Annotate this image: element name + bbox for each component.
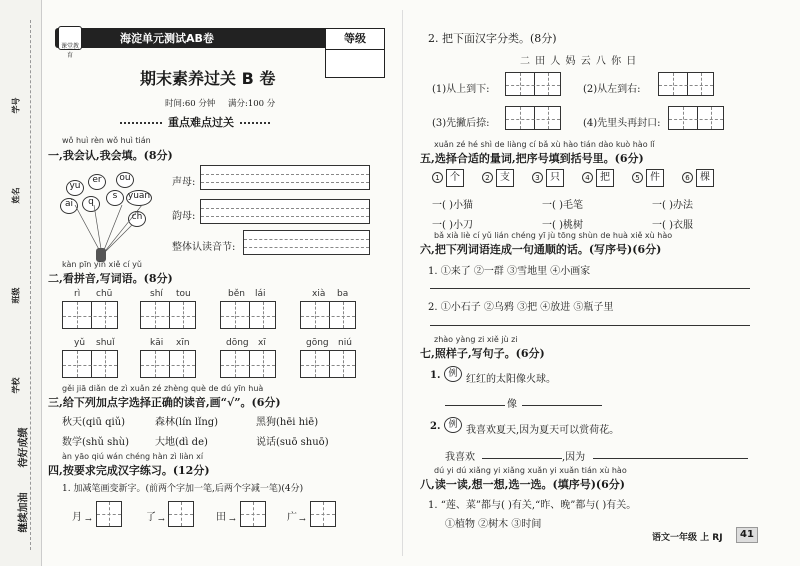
q6-answer1-line[interactable] <box>430 288 750 289</box>
q8-sub[interactable]: 1. “莲、菜”都与( )有关,“昨、晚”都与( )有关。 <box>428 500 637 511</box>
spine-label-class: 班级 <box>11 287 21 304</box>
q4-box3[interactable] <box>240 501 266 527</box>
balloon-er: er <box>88 174 106 190</box>
q2-word4-p1: xià <box>312 289 326 299</box>
q2-word4-p2: ba <box>337 289 349 299</box>
q2-word3-p2: lái <box>255 289 266 299</box>
q7-ex2-tag: 例 <box>444 417 462 433</box>
page-number: 41 <box>736 527 758 543</box>
balloon-ch: ch <box>128 211 146 227</box>
q3-pinyin: gěi jiā diǎn de zì xuǎn zé zhèng què de dú yīn huà <box>62 384 264 393</box>
spine-slogan: 待好成绩 <box>18 427 30 468</box>
balloon-yuan: yuan <box>126 190 152 206</box>
zhengti-grid[interactable] <box>243 230 370 255</box>
logo <box>58 26 82 59</box>
q7-ex1-sentence: 红红的太阳像火球。 <box>466 374 556 385</box>
q4-char3: 田 <box>216 512 226 523</box>
grade-box: 等级 <box>325 28 385 50</box>
q7-ex2-fill-a: 我喜欢 <box>445 452 475 463</box>
q5-blank2[interactable]: 一( )毛笔 <box>542 200 583 211</box>
q5r-row3-label: (3)先撇后捺: <box>432 118 490 129</box>
q7-ex1-num: 1. <box>430 370 441 381</box>
q2-word3-p1: běn <box>228 289 245 299</box>
q5r-row4-label: (4)先里头再封口: <box>583 118 661 129</box>
zhengti-label: 整体认读音节: <box>172 242 236 253</box>
q2-word2-grid[interactable] <box>140 301 196 329</box>
q5-option-5-num: 5 <box>632 172 643 183</box>
q4-arrow4: → <box>299 515 306 524</box>
q6-title: 六,把下列词语连成一句通顺的话。(写序号)(6分) <box>420 243 662 256</box>
q5r-row1-label: (1)从上到下: <box>432 84 490 95</box>
q7-ex1-fill: 像 <box>507 399 517 410</box>
q2-word5-grid[interactable] <box>62 350 118 378</box>
q5-blank1[interactable]: 一( )小猫 <box>432 200 473 211</box>
q2-word5-p1: yǔ <box>74 338 86 348</box>
q3-item3[interactable]: 黑狗(hēi hiē) <box>256 417 319 428</box>
q7-ex2-fill-b: ,因为 <box>562 452 586 463</box>
q5-option-5-char: 件 <box>646 169 664 187</box>
q5-blank4[interactable]: 一( )小刀 <box>432 220 473 231</box>
q4-char4: 广 <box>287 512 297 523</box>
score-label: 满分:100 分 <box>228 99 276 109</box>
q4-sub: 1. 加减笔画变新字。(前两个字加一笔,后两个字减一笔)(4分) <box>62 484 304 494</box>
q5r-title: 2. 把下面汉字分类。(8分) <box>428 32 557 45</box>
balloon-ai: ai <box>60 198 78 214</box>
q5r-row1-grid[interactable] <box>505 72 561 96</box>
q8-pinyin: dú yi dú xiǎng yi xiǎng xuǎn yi xuǎn tián xù hào <box>434 466 627 475</box>
q8-title: 八,读一读,想一想,选一选。(填序号)(6分) <box>420 478 625 491</box>
q7-ex2-line-a[interactable] <box>482 458 562 459</box>
q2-word2-p1: shí <box>150 289 163 299</box>
page-fold <box>402 10 403 556</box>
grade-value-box <box>325 50 385 78</box>
q4-char2: 了 <box>146 512 156 523</box>
balloon-ou: ou <box>116 172 134 188</box>
q5-option-4 <box>582 172 593 183</box>
q2-word6-p1: kāi <box>150 338 164 348</box>
q8-options: ①植物 ②树木 ③时间 <box>445 519 542 530</box>
balloon-s: s <box>106 190 124 206</box>
q2-word1-p2: chū <box>96 289 113 299</box>
q5-title: 五,选择合适的量词,把序号填到括号里。(6分) <box>420 152 644 165</box>
q5r-row2-label: (2)从左到右: <box>583 84 641 95</box>
q2-word8-p1: gōng <box>306 338 329 348</box>
q7-ex1-line-a[interactable] <box>445 405 505 406</box>
q2-word3-grid[interactable] <box>220 301 276 329</box>
yunmu-grid[interactable] <box>200 199 370 224</box>
q2-word8-p2: niú <box>338 338 352 348</box>
q5-blank6[interactable]: 一( )衣服 <box>652 220 693 231</box>
time-label: 时间:60 分钟 <box>165 99 216 109</box>
q2-word4-grid[interactable] <box>300 301 356 329</box>
q3-item2[interactable]: 森林(lín lǐng) <box>155 417 219 428</box>
q2-word6-p2: xīn <box>176 338 190 348</box>
q3-title: 三,给下列加点字选择正确的读音,画“√”。(6分) <box>48 396 281 409</box>
q5-blank5[interactable]: 一( )桃树 <box>542 220 583 231</box>
q5-option-6-char: 棵 <box>696 169 714 187</box>
q4-box1[interactable] <box>96 501 122 527</box>
q5-option-4-char: 把 <box>596 169 614 187</box>
q4-box2[interactable] <box>168 501 194 527</box>
brand-title: 海淀单元测试AB卷 <box>120 32 214 45</box>
q1-pinyin: wǒ huì rèn wǒ huì tián <box>62 136 151 145</box>
q4-title: 四,按要求完成汉字练习。(12分) <box>48 464 210 477</box>
q7-ex2-line-b[interactable] <box>593 458 748 459</box>
q2-word1-p1: rì <box>74 289 81 299</box>
q2-word7-grid[interactable] <box>220 350 276 378</box>
q5r-row2-grid[interactable] <box>658 72 714 96</box>
q5-option-6 <box>682 172 693 183</box>
q7-ex2-sentence: 我喜欢夏天,因为夏天可以赏荷花。 <box>466 425 620 436</box>
q5r-chars: 二 田 人 妈 云 八 你 日 <box>520 56 638 67</box>
q6-sentence1: 1. ①来了 ②一群 ③雪地里 ④小画家 <box>428 266 591 277</box>
q5-option-2-char: 支 <box>496 169 514 187</box>
q5-option-2-num: 2 <box>482 172 493 183</box>
q2-word1-grid[interactable] <box>62 301 118 329</box>
q2-word8-grid[interactable] <box>300 350 356 378</box>
q6-pinyin: bǎ xià liè cí yǔ lián chéng yī jù tōng shùn de huà xiě xù hào <box>434 231 673 240</box>
q5-option-1 <box>432 172 443 183</box>
logo-text: 课堂教育 <box>60 43 79 59</box>
q4-arrow2: → <box>158 515 165 524</box>
spine-label-id: 学号 <box>11 97 21 114</box>
q4-char1: 月 <box>72 512 82 523</box>
q5-option-3 <box>532 172 543 183</box>
binding-spine <box>0 0 42 566</box>
q4-pinyin: àn yāo qiú wán chéng hàn zì liàn xí <box>62 452 204 461</box>
spine-label-school: 学校 <box>11 377 21 394</box>
q5-option-1-num: 1 <box>432 172 443 183</box>
q4-arrow1: → <box>85 515 92 524</box>
q5-option-3-num: 3 <box>532 172 543 183</box>
q2-word7-p2: xī <box>258 338 266 348</box>
q7-pinyin: zhào yàng zi xiě jù zi <box>434 335 518 344</box>
q6-sentence2: 2. ①小石子 ②乌鸦 ③把 ④放进 ⑤瓶子里 <box>428 302 614 313</box>
q5-option-5 <box>632 172 643 183</box>
q7-title: 七,照样子,写句子。(6分) <box>420 347 545 360</box>
q5-option-6-num: 6 <box>682 172 693 183</box>
balloon-yu: yu <box>66 180 84 196</box>
q5r-row4-grid[interactable] <box>668 106 724 130</box>
q7-ex2-num: 2. <box>430 421 441 432</box>
q5-option-4-num: 4 <box>582 172 593 183</box>
q5-pinyin: xuǎn zé hé shì de liàng cí bǎ xù hào tián dào kuò hào lǐ <box>434 140 655 149</box>
q2-word7-p1: dōng <box>226 338 249 348</box>
yunmu-label: 韵母: <box>172 211 196 222</box>
q3-item6[interactable]: 说话(suō shuō) <box>256 437 329 448</box>
q1-title: 一,我会认,我会填。(8分) <box>48 149 173 162</box>
q4-arrow3: → <box>229 515 236 524</box>
q2-word5-p2: shuǐ <box>96 338 115 348</box>
q7-ex1-line-b[interactable] <box>522 405 602 406</box>
footer-book: 语文一年级 上 RJ <box>652 533 723 543</box>
q5-option-3-char: 只 <box>546 169 564 187</box>
shengmu-label: 声母: <box>172 177 196 188</box>
q4-box4[interactable] <box>310 501 336 527</box>
balloon-q: q <box>82 196 100 212</box>
balloon-strings <box>60 205 160 265</box>
page-title: 期末素养过关 B 卷 <box>140 69 276 88</box>
shengmu-grid[interactable] <box>200 165 370 190</box>
q3-item5[interactable]: 大地(dì de) <box>155 437 208 448</box>
q5r-row3-grid[interactable] <box>505 106 561 130</box>
section-banner: 重点难点过关 <box>162 114 240 130</box>
q2-word6-grid[interactable] <box>140 350 196 378</box>
cut-line <box>30 20 31 550</box>
q5-option-2 <box>482 172 493 183</box>
q7-ex1-tag: 例 <box>444 366 462 382</box>
q5-blank3[interactable]: 一( )办法 <box>652 200 693 211</box>
q5-option-1-char: 个 <box>446 169 464 187</box>
q3-item1[interactable]: 秋天(qiū qiǔ) <box>62 417 126 428</box>
spine-label-name: 姓名 <box>11 187 21 204</box>
spine-slogan-2: 继续加油 <box>18 492 30 533</box>
q2-pinyin: kàn pīn yīn xiě cí yǔ <box>62 260 142 269</box>
q2-word2-p2: tou <box>176 289 191 299</box>
q2-title: 二,看拼音,写词语。(8分) <box>48 272 173 285</box>
q3-item4[interactable]: 数学(shǔ shù) <box>62 437 130 448</box>
q6-answer2-line[interactable] <box>430 325 750 326</box>
